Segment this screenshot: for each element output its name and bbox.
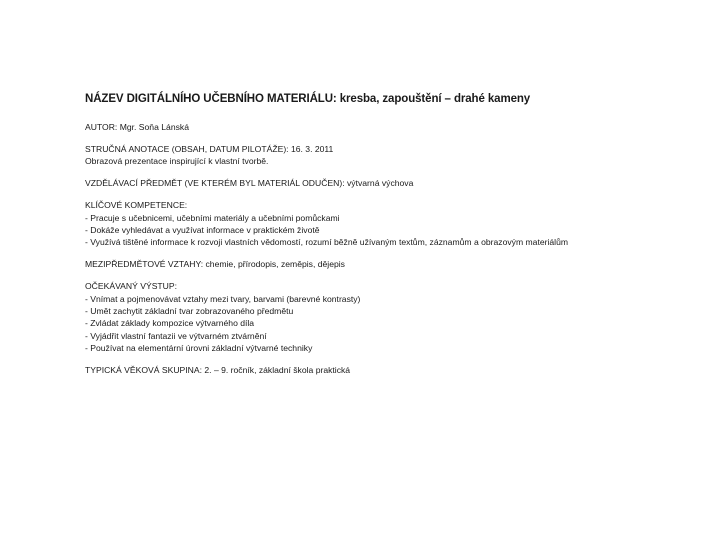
- competence-item: - Pracuje s učebnicemi, učebními materiály a učebními pomůckami: [85, 212, 340, 223]
- outcomes-section: [85, 280, 695, 354]
- outcome-item: - Umět zachytit základní tvar zobrazovaného předmětu: [85, 305, 294, 316]
- age-group-section: [85, 364, 695, 376]
- outcomes-heading: OČEKÁVANÝ VÝSTUP:: [85, 281, 178, 292]
- competence-item: - Dokáže vyhledávat a využívat informace v praktickém životě: [85, 224, 320, 235]
- outcome-item: - Používat na elementární úrovni základní výtvarné techniky: [85, 343, 313, 354]
- outcome-item: - Vnímat a pojmenovávat vztahy mezi tvary, barvami (barevné kontrasty): [85, 293, 361, 304]
- document-body: [85, 93, 695, 386]
- annotation-text: Obrazová prezentace inspirující k vlastní tvorbě.: [85, 156, 269, 167]
- subject-section: [85, 177, 695, 189]
- outcome-item: - Zvládat základy kompozice výtvarného díla: [85, 318, 255, 329]
- competences-heading: KLÍČOVÉ KOMPETENCE:: [85, 200, 188, 211]
- competence-item: - Využívá tištěné informace k rozvoji vlastních vědomostí, rozumí běžně užívaným textům, záznamům a obrazovým materiálům: [85, 237, 569, 248]
- annotation-section: [85, 143, 695, 168]
- relations-section: [85, 258, 695, 270]
- outcome-item: - Vyjádřit vlastní fantazii ve výtvarném ztvárnění: [85, 330, 267, 341]
- author-line: AUTOR: Mgr. Soňa Lánská: [85, 122, 189, 132]
- annotation-heading: STRUČNÁ ANOTACE (OBSAH, DATUM PILOTÁŽE): 16. 3. 2011: [85, 143, 334, 154]
- relations-line: MEZIPŘEDMĚTOVÉ VZTAHY: chemie, přírodopis, zeměpis, dějepis: [85, 259, 345, 270]
- competences-section: [85, 199, 695, 249]
- subject-line: VZDĚLÁVACÍ PŘEDMĚT (VE KTERÉM BYL MATERIÁL ODUČEN): výtvarná výchova: [85, 178, 414, 189]
- author-section: [85, 121, 695, 133]
- age-group-line: TYPICKÁ VĚKOVÁ SKUPINA: 2. – 9. ročník, základní škola praktická: [85, 365, 351, 376]
- material-title: NÁZEV DIGITÁLNÍHO UČEBNÍHO MATERIÁLU: kresba, zapouštění – drahé kameny: [85, 93, 531, 105]
